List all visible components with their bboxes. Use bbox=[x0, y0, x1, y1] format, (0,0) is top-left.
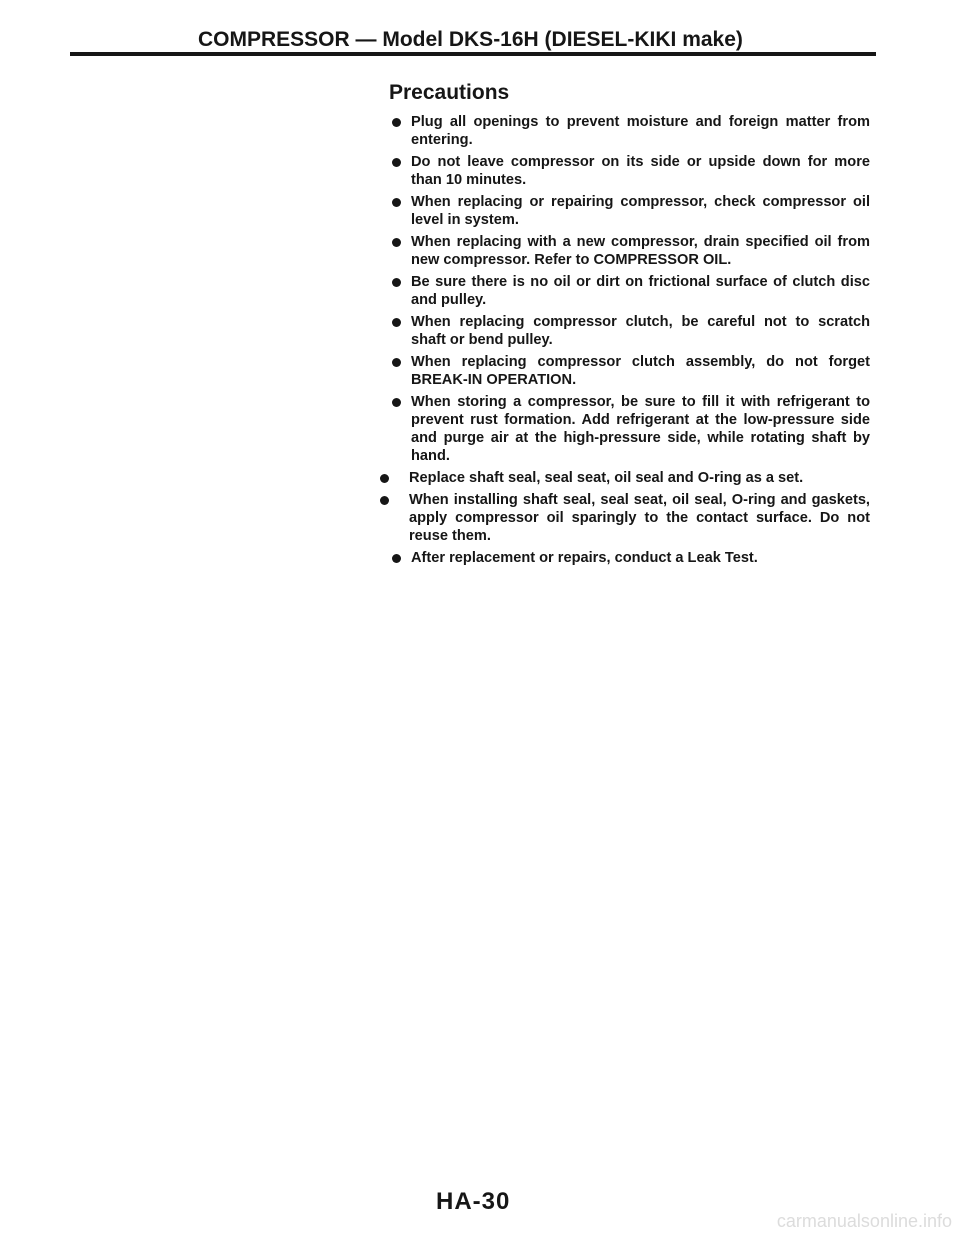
bullet-icon bbox=[380, 474, 389, 483]
bullet-icon bbox=[392, 278, 401, 287]
bullet-icon bbox=[392, 358, 401, 367]
bullet-icon bbox=[392, 118, 401, 127]
bullet-icon bbox=[392, 198, 401, 207]
list-item bbox=[378, 193, 870, 229]
page-header-title: COMPRESSOR — Model DKS-16H (DIESEL-KIKI make) bbox=[198, 28, 743, 51]
list-item-text: When storing a compressor, be sure to fill it with refrigerant to prevent rust formation. Add refrigerant at the low-pressure side and purge air at the high-pressure side, while rotating shaft by hand. bbox=[411, 394, 870, 464]
list-item bbox=[378, 153, 870, 189]
bullet-icon bbox=[392, 398, 401, 407]
list-item bbox=[378, 273, 870, 309]
section-title-precautions: Precautions bbox=[389, 81, 510, 104]
list-item-text: Be sure there is no oil or dirt on frictional surface of clutch disc and pulley. bbox=[411, 274, 870, 308]
bullet-icon bbox=[380, 496, 389, 505]
list-item-text: When replacing compressor clutch assembly, do not forget BREAK-IN OPERATION. bbox=[411, 354, 870, 388]
bullet-icon bbox=[392, 238, 401, 247]
list-item bbox=[378, 491, 870, 545]
list-item bbox=[378, 549, 870, 567]
bullet-icon bbox=[392, 554, 401, 563]
list-item-text: Replace shaft seal, seal seat, oil seal and O-ring as a set. bbox=[409, 470, 804, 486]
list-item-text: When installing shaft seal, seal seat, oil seal, O-ring and gaskets, apply compressor oil sparingly to the contact surface. Do not reuse them. bbox=[409, 492, 870, 544]
page-number: HA-30 bbox=[436, 1188, 511, 1215]
list-item bbox=[378, 393, 870, 465]
list-item-text: Plug all openings to prevent moisture and foreign matter from entering. bbox=[411, 114, 870, 148]
list-item-text: After replacement or repairs, conduct a Leak Test. bbox=[411, 550, 758, 566]
list-item bbox=[378, 233, 870, 269]
list-item bbox=[378, 353, 870, 389]
list-item bbox=[378, 313, 870, 349]
precautions-list bbox=[378, 113, 870, 571]
site-watermark: carmanualsonline.info bbox=[776, 1211, 952, 1231]
list-item bbox=[378, 469, 870, 487]
list-item-text: When replacing with a new compressor, drain specified oil from new compressor. Refer to COMPRESSOR OIL. bbox=[411, 234, 870, 268]
bullet-icon bbox=[392, 158, 401, 167]
list-item-text: When replacing or repairing compressor, check compressor oil level in system. bbox=[411, 194, 870, 228]
bullet-icon bbox=[392, 318, 401, 327]
list-item-text: When replacing compressor clutch, be careful not to scratch shaft or bend pulley. bbox=[411, 314, 870, 348]
list-item-text: Do not leave compressor on its side or upside down for more than 10 minutes. bbox=[411, 154, 870, 188]
header-divider bbox=[70, 52, 876, 56]
list-item bbox=[378, 113, 870, 149]
